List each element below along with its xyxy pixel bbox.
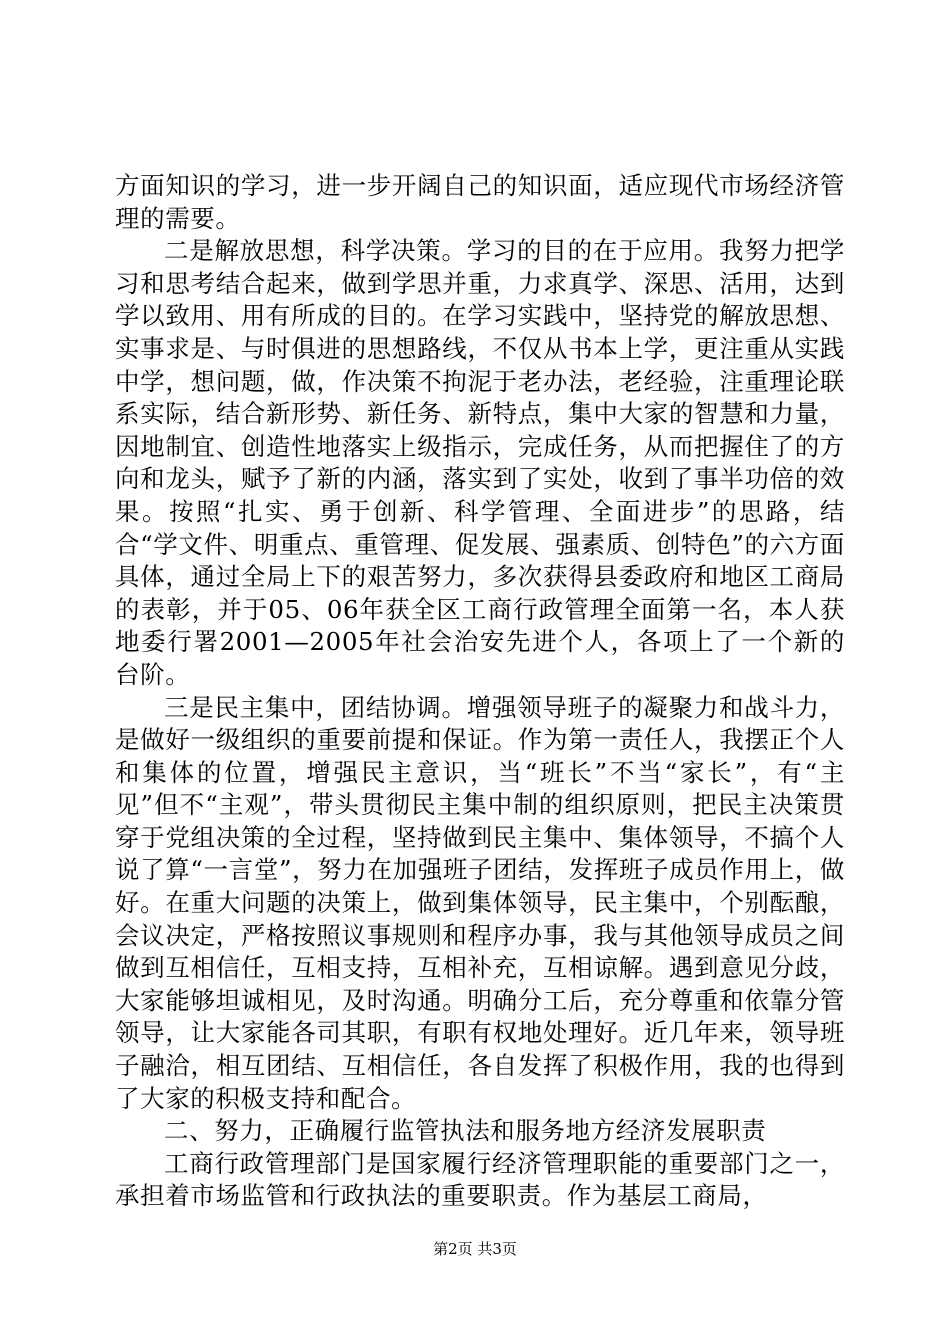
paragraph-liberate-thinking: 二是解放思想，科学决策。学习的目的在于应用。我努力把学习和思考结合起来，做到学思并重，力求真学、深思、活用，达到学以致用、用有所成的目的。在学习实践中，坚持党的解放思想、实事求是、与时俱进的思想路线，不仅从书本上学，更注重从实践中学，想问题，做，作决策不拘泥于老办法，老经验，注重理论联系实际，结合新形势、新任务、新特点，集中大家的智慧和力量，因地制宜、创造性地落实上级指示，完成任务，从而把握住了的方向和龙头，赋予了新的内涵，落实到了实处，收到了事半功倍的效果。按照“扎实、勇于创新、科学管理、全面进步”的思路，结合“学文件、明重点、重管理、促发展、强素质、创特色”的六方面具体，通过全局上下的艰苦努力，多次获得县委政府和地区工商局的表彰，并于05、06年获全区工商行政管理全面第一名，本人获地委行署2001—2005年社会治安先进个人，各项上了一个新的台阶。 — [115, 236, 845, 689]
section-heading: 二、努力，正确履行监管执法和服务地方经济发展职责 — [164, 1116, 767, 1146]
page-footer: 第2页 共3页 — [433, 1240, 517, 1258]
paragraph-democratic-centralism: 三是民主集中，团结协调。增强领导班子的凝聚力和战斗力，是做好一级组织的重要前提和保证。作为第一责任人，我摆正个人和集体的位置，增强民主意识，当“班长”不当“家长”，有“主见”但不“主观”，带头贯彻民主集中制的组织原则，把民主决策贯穿于党组决策的全过程，坚持做到民主集中、集体领导，不搞个人说了算“一言堂”，努力在加强班子团结，发挥班子成员作用上，做好。在重大问题的决策上，做到集体领导，民主集中，个别酝酿，会议决定，严格按照议事规则和程序办事，我与其他领导成员之间做到互相信任，互相支持，互相补充，互相谅解。遇到意见分歧，大家能够坦诚相见，及时沟通。明确分工后，充分尊重和依靠分管领导，让大家能各司其职，有职有权地处理好。近几年来，领导班子融洽，相互团结、互相信任，各自发挥了积极作用，我的也得到了大家的积极支持和配合。 — [115, 692, 845, 1113]
paragraph-industry-commerce: 工商行政管理部门是国家履行经济管理职能的重要部门之一，承担着市场监管和行政执法的重要职责。作为基层工商局， — [115, 1148, 845, 1211]
paragraph-continuation: 方面知识的学习，进一步开阔自己的知识面，适应现代市场经济管理的需要。 — [115, 171, 845, 233]
document-body — [115, 170, 845, 1213]
